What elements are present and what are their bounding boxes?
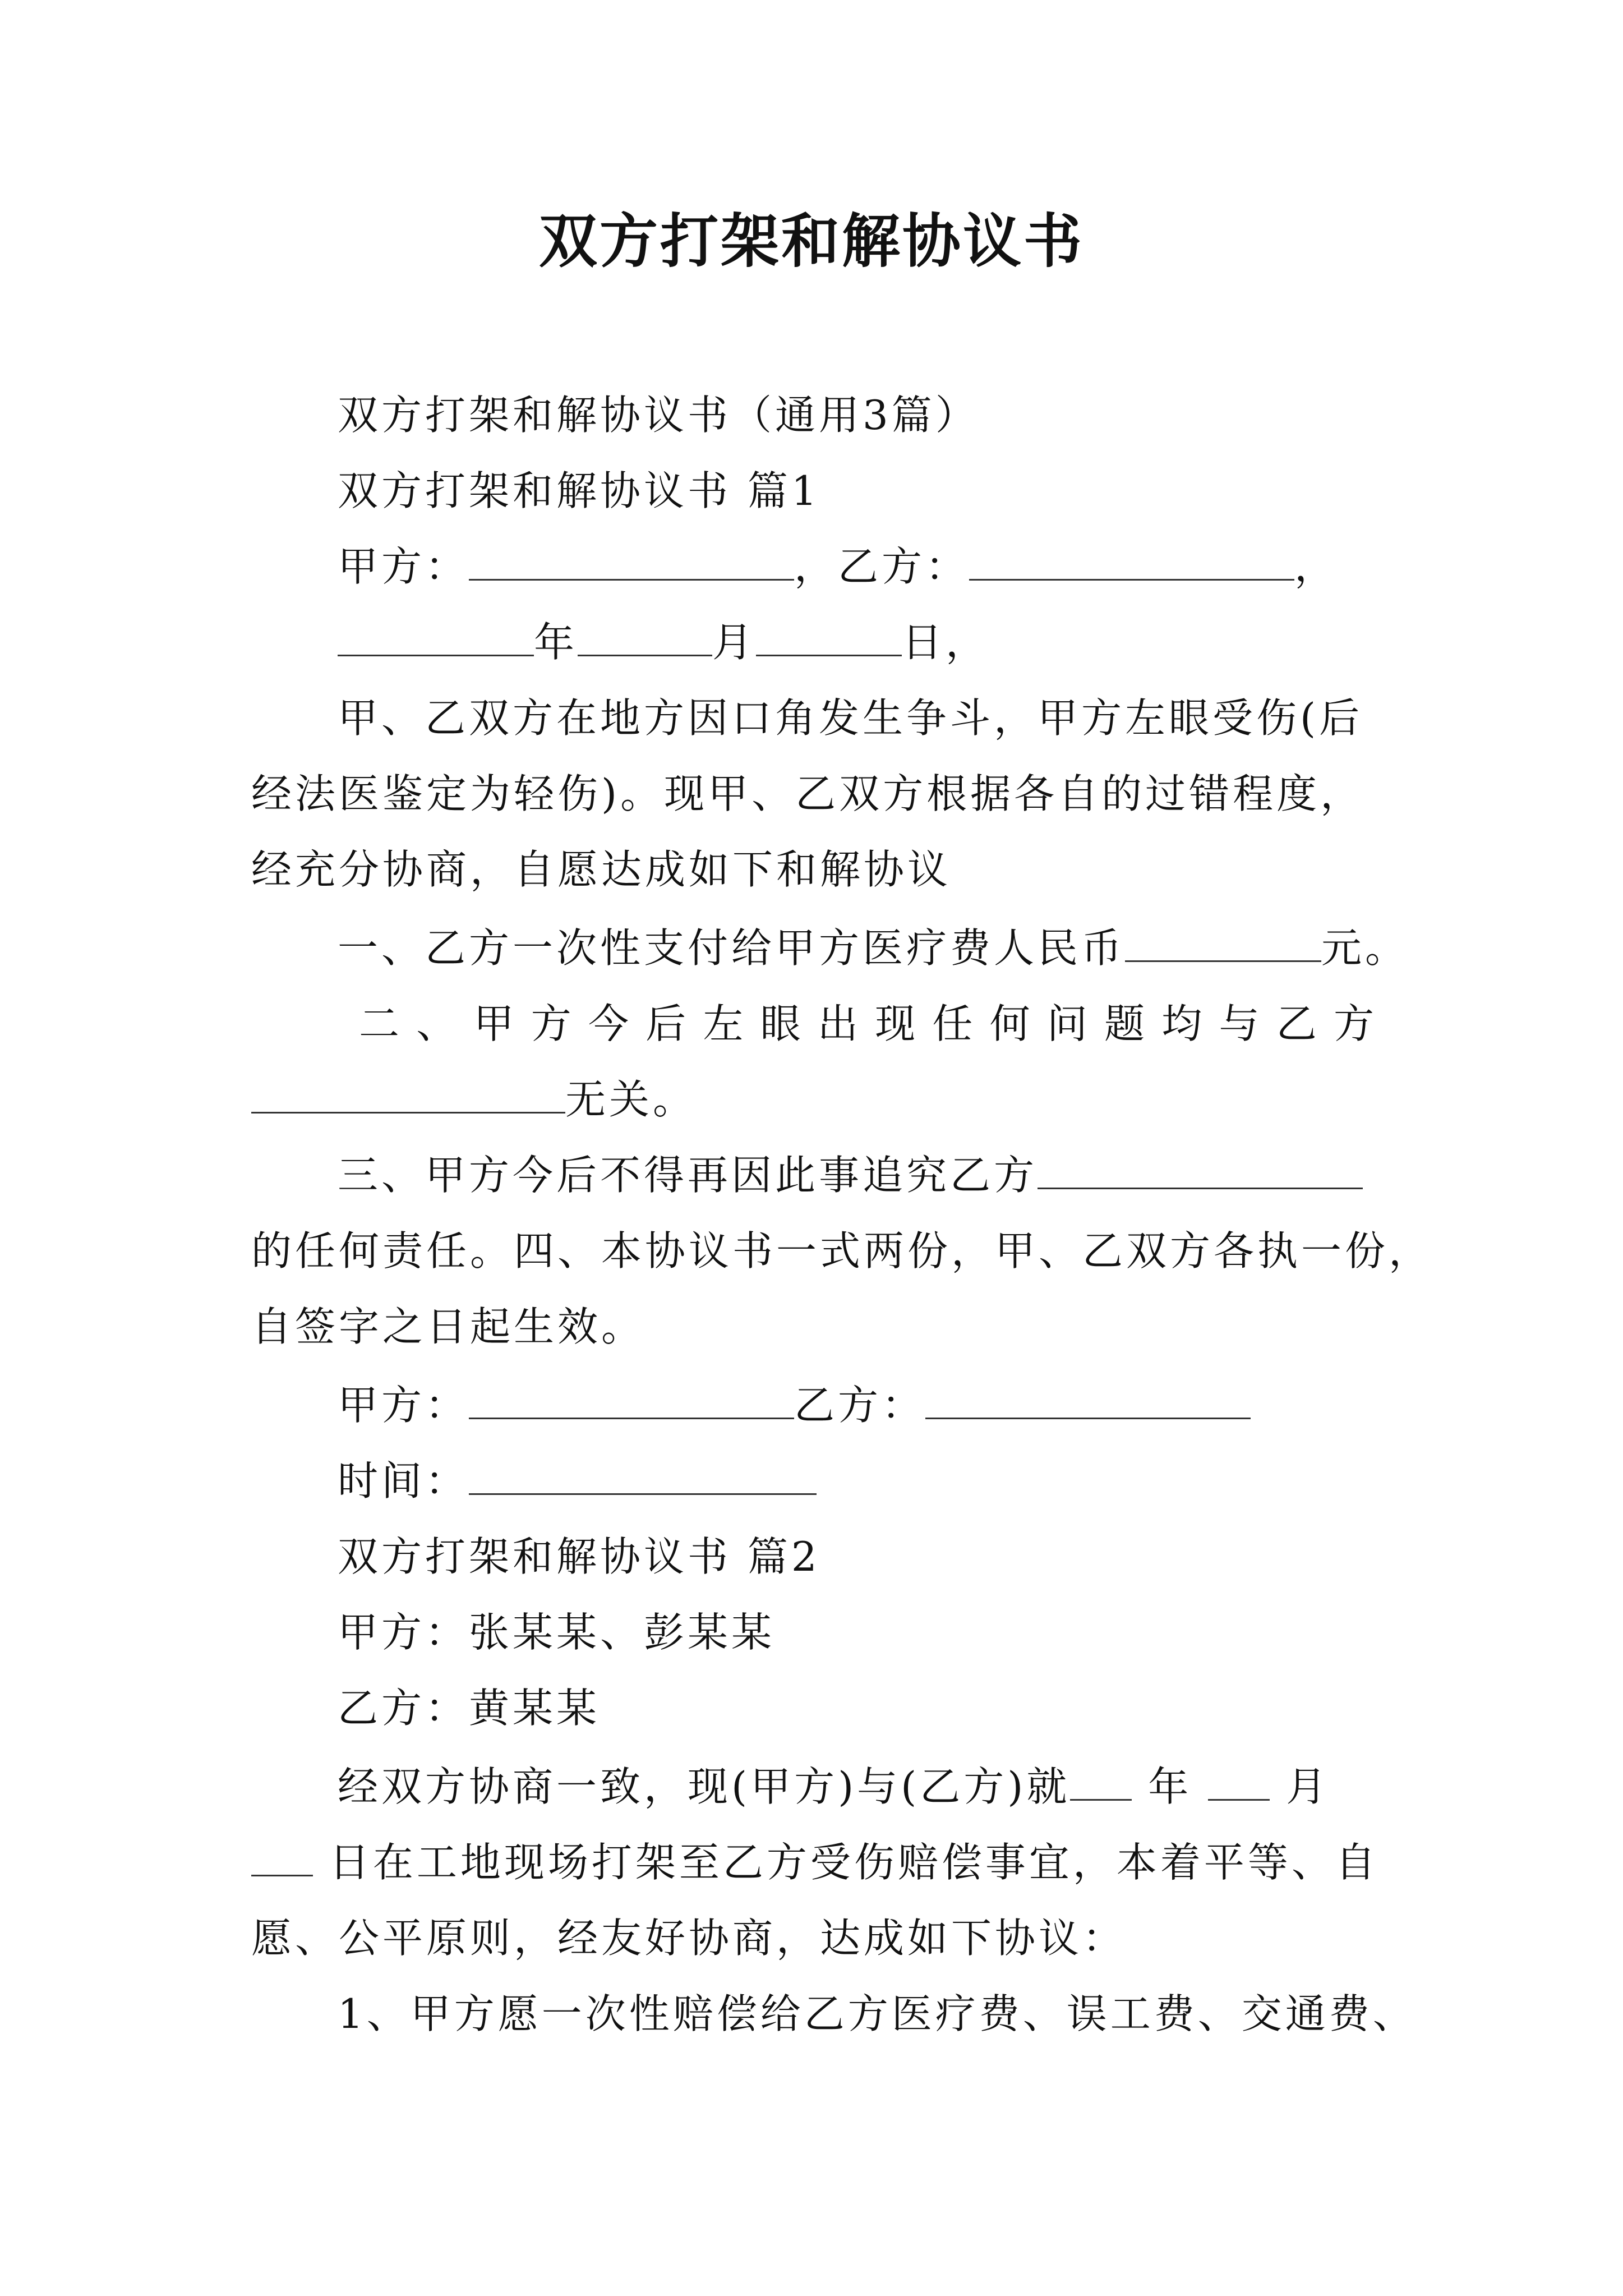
paragraph-line: 甲、乙双方在地方因口角发生争斗，甲方左眼受伤(后 xyxy=(338,694,1363,742)
party-a-sign-blank[interactable] xyxy=(469,1384,794,1419)
party-b-sign-blank[interactable] xyxy=(925,1384,1251,1419)
paragraph-line: 愿、公平原则，经友好协商，达成如下协议： xyxy=(251,1915,1127,1962)
month-blank-2[interactable] xyxy=(1208,1765,1270,1801)
subtitle: 双方打架和解协议书（通用3篇） xyxy=(338,392,979,439)
section-heading-2: 双方打架和解协议书 篇2 xyxy=(338,1533,820,1580)
clause-2: 二、甲方今后左眼出现任何问题均与乙方 xyxy=(359,1000,1391,1047)
day-blank-2[interactable] xyxy=(251,1841,313,1876)
time-blank[interactable] xyxy=(469,1460,817,1495)
party-line: 甲方： ，乙方： ， xyxy=(338,543,1339,590)
day-blank[interactable] xyxy=(756,621,902,656)
paragraph-line: 日在工地现场打架至乙方受伤赔偿事宜，本着平等、自 xyxy=(251,1834,1390,1890)
year-blank[interactable] xyxy=(338,621,534,656)
time-line: 时间： xyxy=(338,1453,1390,1509)
year-blank-2[interactable] xyxy=(1070,1765,1132,1801)
clause-3: 三、甲方今后不得再因此事追究乙方 xyxy=(338,1147,1390,1203)
document-title: 双方打架和解协议书 xyxy=(538,206,1084,275)
party-b-blank[interactable] xyxy=(969,545,1294,581)
clause-1: 一、乙方一次性支付给甲方医疗费人民币 元。 xyxy=(338,924,1409,972)
party-a-blank[interactable] xyxy=(469,545,794,581)
party-a-names: 甲方：张某某、彭某某 xyxy=(338,1609,776,1656)
clause-2-blank[interactable] xyxy=(251,1078,565,1114)
amount-blank[interactable] xyxy=(1125,927,1321,962)
paragraph-line: 经充分协商，自愿达成如下和解协议 xyxy=(251,846,952,893)
clause-2-cont: 无关。 xyxy=(251,1071,1390,1128)
paragraph-line: 经双方协商一致，现(甲方)与(乙方)就 年 月 xyxy=(338,1763,1330,1810)
date-line: 年 月 日， xyxy=(338,614,1390,670)
paragraph-line: 经法医鉴定为轻伤)。现甲、乙双方根据各自的过错程度， xyxy=(251,770,1364,817)
month-blank[interactable] xyxy=(578,621,712,656)
clause-3-blank[interactable] xyxy=(1038,1154,1363,1189)
clause-2-1: 1、甲方愿一次性赔偿给乙方医疗费、误工费、交通费、 xyxy=(338,1990,1417,2037)
party-b-name: 乙方：黄某某 xyxy=(338,1685,601,1732)
signature-line: 甲方： 乙方： xyxy=(338,1377,1390,1433)
section-heading-1: 双方打架和解协议书 篇1 xyxy=(338,467,820,514)
paragraph-line: 自签字之日起生效。 xyxy=(251,1303,645,1350)
paragraph-line: 的任何责任。四、本协议书一式两份，甲、乙双方各执一份， xyxy=(251,1227,1433,1274)
